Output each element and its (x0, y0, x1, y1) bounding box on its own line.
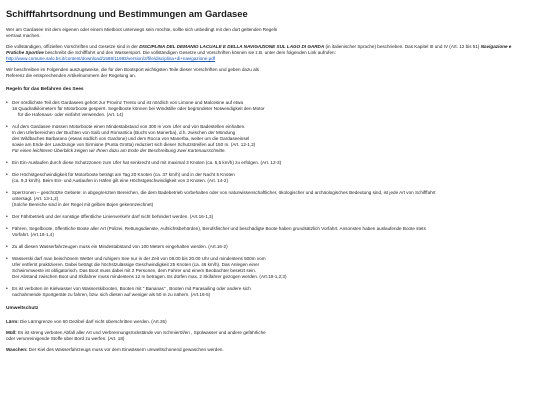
rule-item (6, 226, 527, 238)
bullet-icon: • (6, 214, 8, 220)
rule-text: (ca. 9,3 km/h). Beim Ein- und Auslaufen in Häfen gilt eine Höchstgeschwindigkeit von 3 Knoten. (Art. 14-2) (12, 178, 229, 183)
rule-item (6, 244, 527, 250)
bullet-icon: • (6, 256, 8, 262)
umwelt-label: Waschen: (6, 347, 28, 352)
rules-heading: Regeln für das Befahren des Sees (6, 87, 84, 92)
intro-text: Die vollständigen, offiziellen Vorschriften und Gesetze sind in der (6, 44, 140, 49)
rule-text: Für einen leichteren Überblick zeigen wir Ihnen dazu am Ende der Beschreibung zwei Kartenausschnitte. (12, 148, 226, 153)
rule-item (6, 124, 527, 154)
bullet-icon: • (6, 286, 8, 292)
page-title: Schifffahrtsordnung und Bestimmungen am Gardasee (6, 8, 248, 19)
intro-paragraph-3 (6, 67, 527, 79)
bullet-icon: • (6, 172, 8, 178)
regulation-pdf-link[interactable]: http://www.comune.salo.bs.it/content/download/1588/11983/version/2/file/disciplina+di+navigazione.pdf (6, 56, 216, 61)
umwelt-text: oder verunreinigende Stoffe über Bord zu werfen. (Art. 18) (6, 336, 125, 341)
rule-text: nachahmende Sportgeräte zu fahren, bzw. sich diesen auf weniger als 50 m zu nähern. (Art.16-5) (12, 292, 211, 297)
umwelt-text: Es ist streng verboten Abfall aller Art und Verbrennungsrückstände von Schmieröl/en , Spülwasser und andere gefährliche (16, 330, 266, 335)
rule-item (6, 172, 527, 184)
intro-paragraph-2 (6, 44, 527, 62)
intro-text: Referenz die entsprechenden Artikelnummern der Regelung an. (6, 73, 136, 78)
umwelt-label: Müll: (6, 330, 17, 335)
bullet-icon: • (6, 226, 8, 232)
umwelt-item-washing (6, 347, 527, 353)
intro-text: Wer am Gardasee mit dem eigenen oder einem Mietboot unterwegs sein möchte, sollte sich unbedingt mit den dort geltenden Regeln (6, 27, 278, 32)
rule-text: (Solche Bereiche sind in der Regel mit gelben Bojen gekennzeichnet) (12, 202, 154, 207)
regulation-title: DISCIPLINA DEL DEMANIO LACUALE E DELLA NAVIGAZIONE SUL LAGO DI GARDA (139, 44, 325, 49)
rule-item (6, 286, 527, 298)
rule-text: Sperrzonen – geschützte Gebiete: in abgegrenzten Bereichen, die dem Badebetrieb vorbehalten oder von naturwissenschaftlicher, ökologischer und archäologisches Bedeutung sind, ist jede Art von Schifffahrt (12, 190, 436, 195)
rule-text: für die Hafenaus- oder einfahrt verwenden. (Art. 14) (18, 112, 124, 117)
bullet-icon: • (6, 100, 8, 106)
bullet-icon: • (6, 190, 8, 196)
rule-text: Der nördlichste Teil des Gardasees gehört zur Provinz Trento und ist nördlich von Limone und Malcesine auf etwa (12, 100, 244, 105)
rule-text: Vorfahrt. (Art.16-1,4) (12, 232, 54, 237)
rule-text: Ein Ein-Auslaufen durch diese Schutzzonen zum Ufer hat senkrecht und mit maximal 3 Knoten (ca. 5,5 km/h) zu erfolgen. (Art. 12-3) (12, 160, 282, 165)
umwelt-text: Der Kiel des Wasserfahrzeugs muss vor dem Einwässern umweltschonend gewaschen werden. (27, 347, 224, 352)
umwelt-text: Die Lärmgrenze von 60 Dezibel darf nicht überschritten werden. (Art.26) (18, 319, 167, 324)
rule-text: Wasserski darf man beischönem Wetter und ruhigem See nur in der Zeit von 08.00 bis 20.00 Uhr und mindestens 500m vom (12, 256, 266, 261)
intro-text: vertraut machen. (6, 33, 41, 38)
rule-text: 18 Quadratkilometern für Motorboote gesperrt. Segelboote können bei Windstille oder begründeter Notwendigkeit den Motor (12, 106, 265, 111)
rule-text: Schwimmweste ist obligatorisch. Das Boot muss dabei mit 2 Personen, dem Fahrer und einem Beobachter besetzt sein. (12, 268, 257, 273)
rule-text: sowie am Ende der Landzunge von Sirmione (Punta Grotta) reduziert sich dieser Schutzstreifen auf 150 m. (Art. 12-1,2) (12, 142, 256, 147)
rule-text: Zu all diesen Wasserfahrzeugen muss ein Mindestabstand von 100 Metern eingehalten werden. (Art.16-2) (12, 244, 228, 249)
bullet-icon: • (6, 124, 8, 130)
intro-text: (in italienischer Sprache) beschrieben. Das Kapitel III und IV (Art. 12 bis 51) (324, 44, 481, 49)
intro-text: beschreibt die Schifffahrt und den Wassersport. Die vollständigen Gesetze und Vorschriften können sie z.B. unter dem folgenden Link aufrufen: (43, 50, 336, 55)
umwelt-label: Lärm: (6, 319, 19, 324)
rule-item (6, 256, 527, 280)
rule-item (6, 190, 527, 208)
intro-paragraph-1 (6, 27, 527, 39)
umwelt-heading: Umweltschutz (6, 306, 39, 311)
rule-text: des Wildbaches Barbarano (etwas südlich von Gardone) und dem Rocca von Manerba, weiter um die Gardaseeinsel (12, 136, 250, 141)
bullet-icon: • (6, 244, 8, 250)
rule-text: Fähren, Segelboote, öffentliche Boote aller Art (Polizei, Rettungsdienste, Aufsichtsbehörden), Berufsfischer und beschädigte Boote haben grundsätzlich Vorfahrt. Ansonsten haben auslaufende Boote stets (12, 226, 426, 231)
rule-item (6, 160, 527, 166)
rule-text: Es ist verboten im Kielwasser von Wasserskibooten, Booten mit " Bananas" , Booten mit Parasailing oder andere sich (12, 286, 251, 291)
rule-item (6, 100, 527, 118)
rule-text: untersagt. (Art. 13-1,2) (12, 196, 59, 201)
rule-text: In den Uferbereichen der Buchten von Salò und Romantica (Bucht von Manerba), d.h. zwischen der Mündung (12, 130, 236, 135)
chapter-title: Navigazione e (480, 44, 512, 49)
bullet-icon: • (6, 160, 8, 166)
rule-text: Ufer entfernt praktizieren. Dabei beträgt die höchstzulässige Geschwindigkeit 25 Knoten (ca. 46 km/h). Das Anlegen einer (12, 262, 260, 267)
rules-list (6, 100, 527, 298)
umwelt-item-noise (6, 319, 527, 325)
rule-item (6, 214, 527, 220)
rule-text: Auf dem Gardasee müssen Motorboote einen Mindestabstand von 300 m vom Ufer und von Badestellen einhalten. (12, 124, 246, 129)
umwelt-item-waste (6, 330, 527, 342)
chapter-title: Pratiche Sportive (6, 50, 44, 55)
intro-text: Wir beschreiben im Folgenden auszugsweise, die für den Bootsport wichtigsten Teile dieser Vorschriften und geben dazu als (6, 67, 259, 72)
rule-text: Der Abstand zwischen Boot und Skifahrer muss mindestens 12 m betragen. Es dürfen max. 2 Skifahrer gezogen werden. (Art.19-1,2;3) (12, 274, 287, 279)
rule-text: Die Höchstgeschwindigkeit für Motorboote beträgt am Tag 20 Knoten (ca. 37 km/h) und in der Nacht 5 Knoten (12, 172, 235, 177)
rule-text: Der Fährbetrieb und der sonstige öffentliche Linienverkehr darf nicht behindert werden. (Art.16-1,3) (12, 214, 214, 219)
